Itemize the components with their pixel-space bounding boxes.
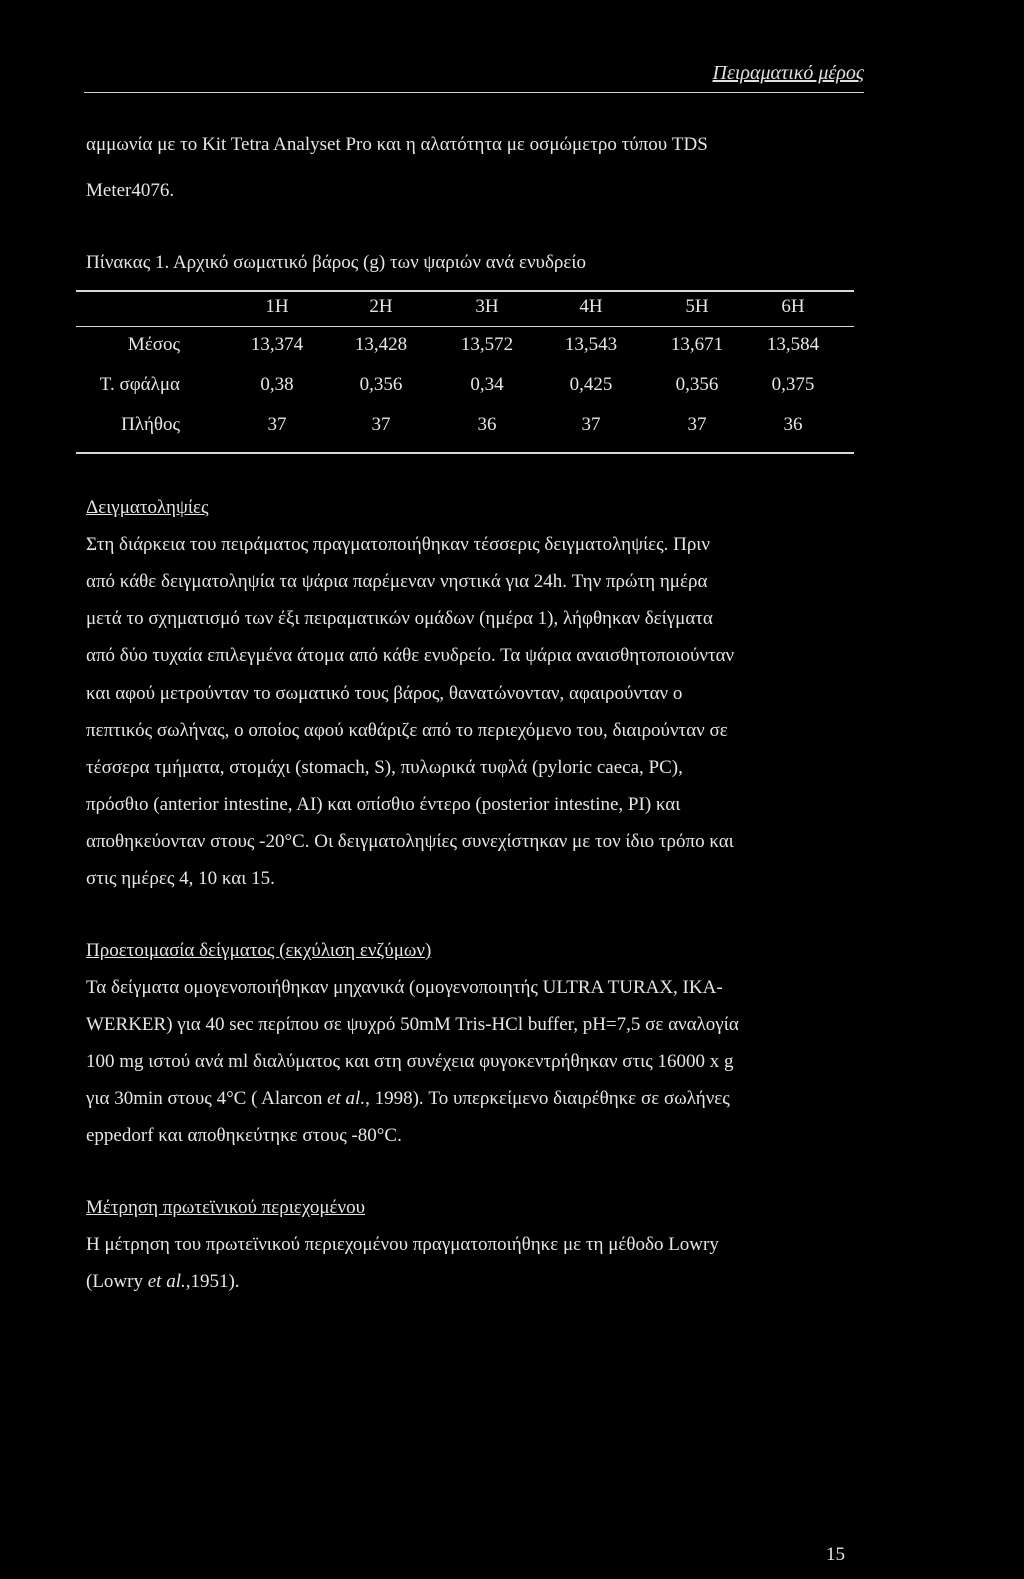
citation-text: ,1951).: [185, 1271, 240, 1292]
table-cell: 0,356: [359, 374, 403, 395]
paragraph-line: από δύο τυχαία επιλεγμένα άτομα από κάθε ενυδρείο. Τα ψάρια αναισθητοποιούνταν: [86, 645, 735, 666]
table-column-header: 3H: [475, 296, 499, 317]
table-column-header: 1H: [265, 296, 289, 317]
table-header-rule: [76, 326, 854, 327]
paragraph-line: Τα δείγματα ομογενοποιήθηκαν μηχανικά (ομογενοποιητής ULTRA TURAX, IKA-: [86, 977, 723, 998]
table-cell: 13,543: [564, 334, 618, 355]
paragraph-line: τέσσερα τμήματα, στομάχι (stomach, S), πυλωρικά τυφλά (pyloric caeca, PC),: [86, 757, 683, 778]
table-row-label: Πλήθος: [121, 414, 180, 435]
citation-italic: et al.: [147, 1271, 186, 1292]
table-cell: 13,374: [250, 334, 304, 355]
paragraph-line: Η μέτρηση του πρωτεϊνικού περιεχομένου πραγματοποιήθηκε με τη μέθοδο Lowry: [86, 1234, 719, 1255]
table-cell: 0,38: [260, 374, 294, 395]
intro-line-2: Meter4076.: [86, 180, 175, 201]
table-cell: 0,425: [569, 374, 613, 395]
table-cell: 37: [687, 414, 707, 435]
intro-line-1: αμμωνία με το Kit Tetra Analyset Pro και η αλατότητα με οσμώμετρο τύπου TDS: [86, 134, 708, 155]
paragraph-line: [86, 1271, 240, 1293]
citation-text: (Lowry: [86, 1271, 148, 1292]
table-top-rule: [76, 290, 854, 292]
paragraph-line: eppedorf και αποθηκεύτηκε στους -80°C.: [86, 1125, 402, 1146]
table-column-header: 4H: [579, 296, 603, 317]
table-cell: 37: [371, 414, 391, 435]
section-heading-sampling: Δειγματοληψίες: [86, 497, 209, 518]
section-heading-protein: Μέτρηση πρωτεϊνικού περιεχομένου: [86, 1197, 365, 1218]
table-cell: 13,428: [354, 334, 408, 355]
table-cell: 0,375: [771, 374, 815, 395]
table-cell: 0,34: [470, 374, 504, 395]
table-caption: Πίνακας 1. Αρχικό σωματικό βάρος (g) των ψαριών ανά ενυδρείο: [86, 252, 586, 273]
table-cell: 36: [477, 414, 497, 435]
citation-text: για 30min στους 4°C ( Alarcon: [86, 1088, 328, 1109]
citation-text: , 1998). Το υπερκείμενο διαιρέθηκε σε σωλήνες: [365, 1088, 730, 1109]
table-row-label: Μέσος: [127, 334, 180, 355]
table-cell: 37: [581, 414, 601, 435]
table-cell: 37: [267, 414, 287, 435]
citation-italic: et al.: [327, 1088, 366, 1109]
section-heading-preparation: Προετοιμασία δείγματος (εκχύλιση ενζύμων): [86, 940, 432, 961]
table-column-header: 5H: [685, 296, 709, 317]
paragraph-line: πεπτικός σωλήνας, ο οποίος αφού καθάριζε από το περιεχόμενο του, διαιρούνταν σε: [86, 720, 728, 741]
paragraph-line: 100 mg ιστού ανά ml διαλύματος και στη συνέχεια φυγοκεντρήθηκαν στις 16000 x g: [86, 1051, 734, 1072]
table-cell: 13,584: [766, 334, 820, 355]
paragraph-line: στις ημέρες 4, 10 και 15.: [86, 868, 275, 889]
page-number: 15: [826, 1544, 845, 1565]
paragraph-line: WERKER) για 40 sec περίπου σε ψυχρό 50mM Tris-HCl buffer, pH=7,5 σε αναλογία: [86, 1014, 739, 1035]
paragraph-line: και αφού μετρούνταν το σωματικό τους βάρος, θανατώνονταν, αφαιρούνταν ο: [86, 683, 683, 704]
header-rule: [84, 92, 864, 93]
table-cell: 13,671: [670, 334, 724, 355]
paragraph-line: από κάθε δειγματοληψία τα ψάρια παρέμεναν νηστικά για 24h. Την πρώτη ημέρα: [86, 571, 708, 592]
paragraph-line: πρόσθιο (anterior intestine, AI) και οπίσθιο έντερο (posterior intestine, PI) και: [86, 794, 681, 815]
table-cell: 36: [783, 414, 803, 435]
paragraph-line: [86, 1088, 730, 1110]
paragraph-line: αποθηκεύονταν στους -20°C. Οι δειγματοληψίες συνεχίστηκαν με τον ίδιο τρόπο και: [86, 831, 734, 852]
table-cell: 0,356: [675, 374, 719, 395]
table-row-label: Τ. σφάλμα: [99, 374, 180, 395]
table-bottom-rule: [76, 452, 854, 454]
table-column-header: 6H: [781, 296, 805, 317]
running-header: Πειραματικό μέρος: [712, 62, 864, 84]
paragraph-line: μετά το σχηματισμό των έξι πειραματικών ομάδων (ημέρα 1), λήφθηκαν δείγματα: [86, 608, 713, 629]
paragraph-line: Στη διάρκεια του πειράματος πραγματοποιήθηκαν τέσσερις δειγματοληψίες. Πριν: [86, 534, 711, 555]
table-column-header: 2H: [369, 296, 393, 317]
table-cell: 13,572: [460, 334, 514, 355]
